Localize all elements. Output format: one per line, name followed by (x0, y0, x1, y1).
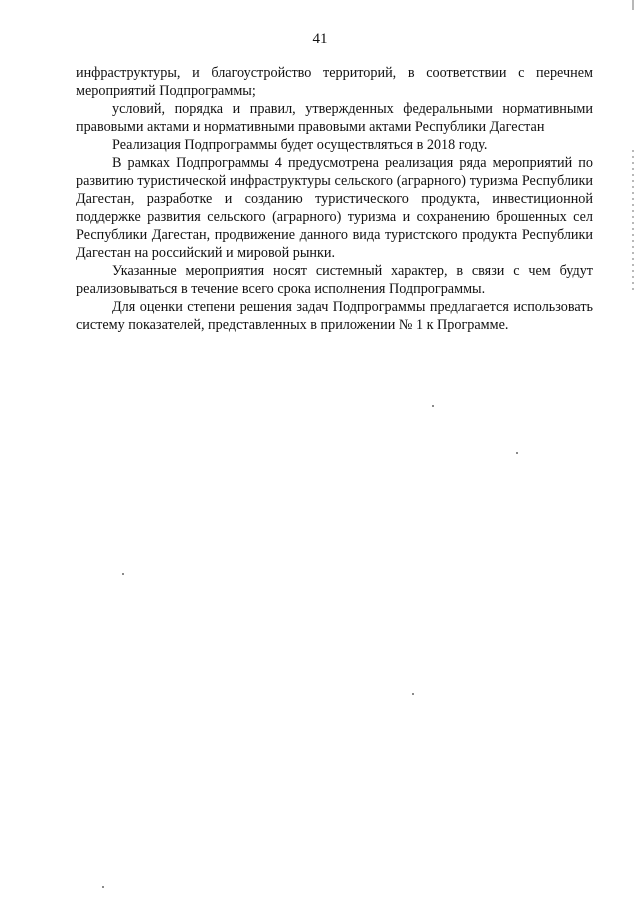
document-body (76, 64, 593, 334)
scan-speck (102, 886, 104, 888)
page-number: 41 (312, 31, 328, 47)
scan-speck (432, 405, 434, 407)
scan-speck (516, 452, 518, 454)
paragraph: условий, порядка и правил, утвержденных федеральными нормативными правовыми актами и нормативными правовыми актами Республики Дагестан (76, 101, 593, 135)
paragraph: инфраструктуры, и благоустройство территорий, в соответствии с перечнем мероприятий Подпрограммы; (76, 65, 593, 99)
scan-speck (412, 693, 414, 695)
scan-speck (122, 573, 124, 575)
scan-artifact (632, 0, 634, 10)
paragraph: Для оценки степени решения задач Подпрограммы предлагается использовать систему показателей, представленных в приложении № 1 к Программе. (76, 299, 593, 333)
margin-perforation-marks (632, 150, 634, 290)
paragraph: Реализация Подпрограммы будет осуществляться в 2018 году. (112, 137, 488, 153)
paragraph: Указанные мероприятия носят системный характер, в связи с чем будут реализовываться в течение всего срока исполнения Подпрограммы. (76, 263, 593, 297)
paragraph: В рамках Подпрограммы 4 предусмотрена реализация ряда мероприятий по развитию туристической инфраструктуры сельского (аграрного) туризма Республики Дагестан, разработке и созданию туристического продукта, инвестиционной поддержке развития сельского (аграрного) туризма и сохранению брошенных сел Республики Дагестан, продвижение данного вида туристского продукта Республики Дагестан на российский и мировой рынки. (76, 155, 593, 261)
